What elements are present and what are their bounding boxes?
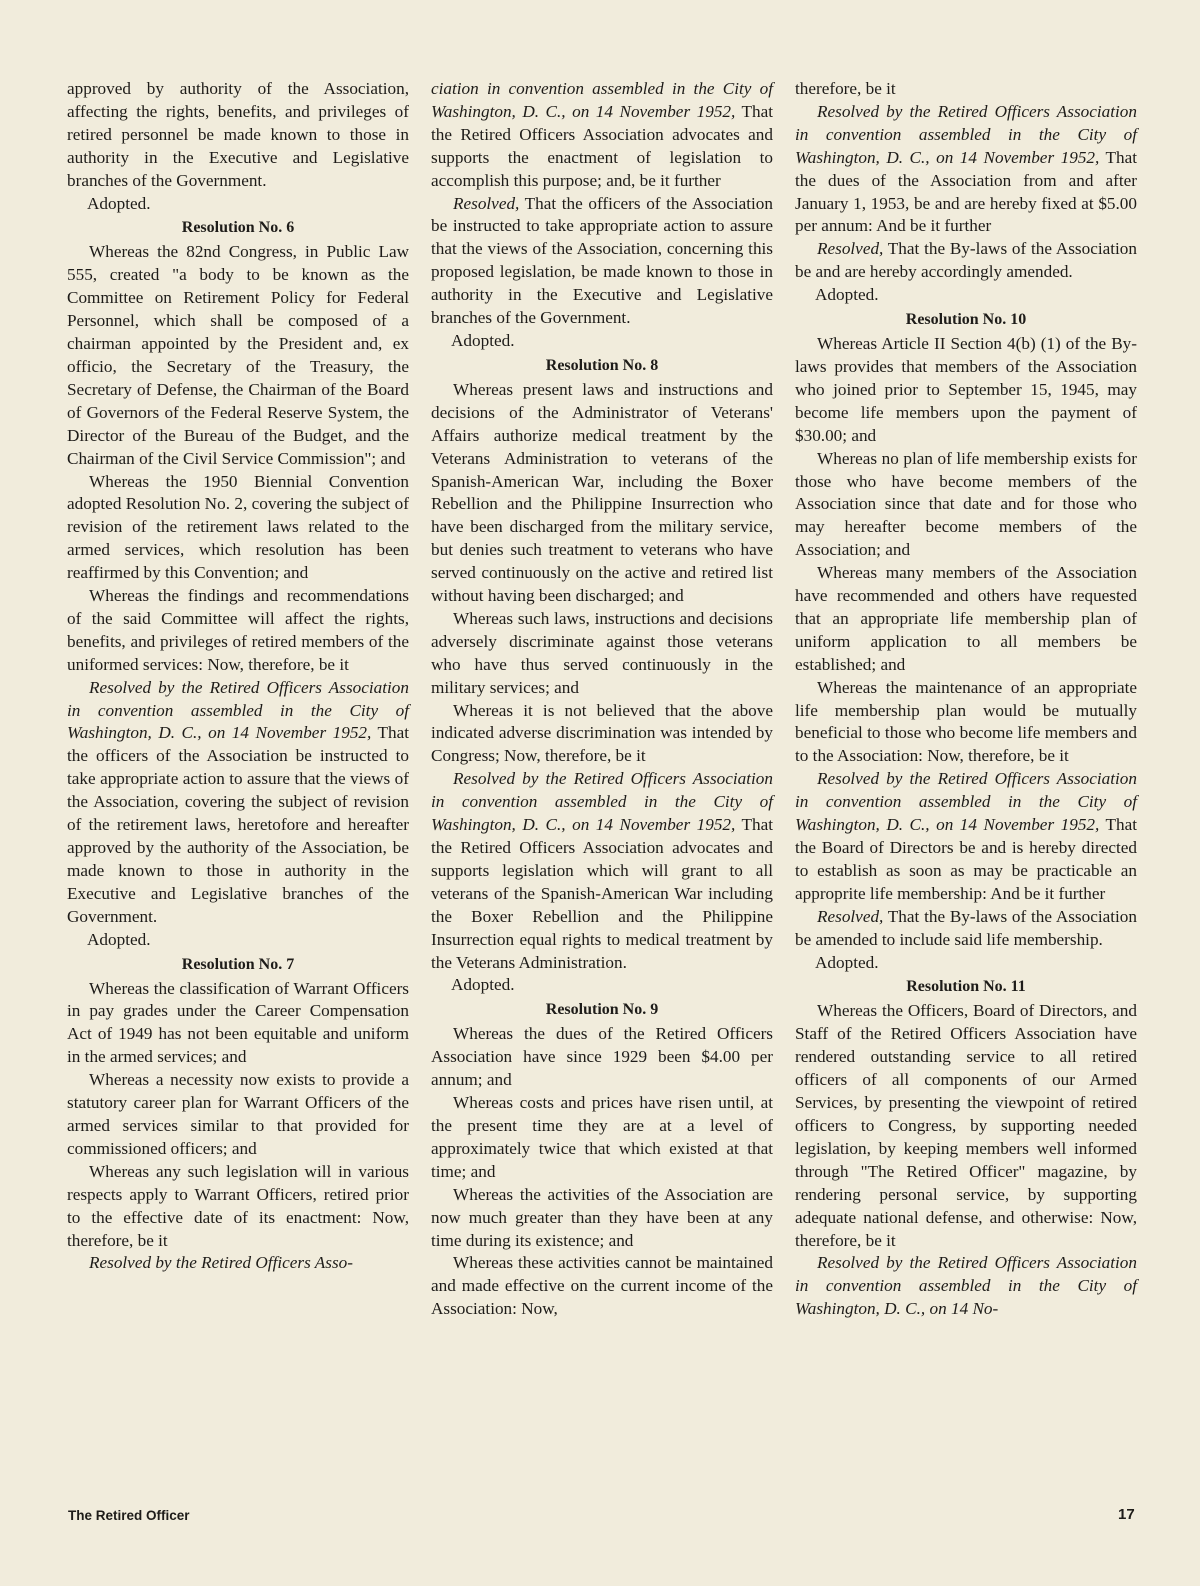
whereas-paragraph: Whereas the Officers, Board of Directors, and Staff of the Retired Officers Association have rendered outstanding service to all retired officers of all components of our Armed Services, by presenting the viewpoint of retired officers to Congress, by supporting needed legislation, by keeping members well informed through "The Retired Officer" magazine, by rendering personal service, by supporting adequate national defense, and otherwise: Now, therefore, be it	[795, 1001, 1137, 1250]
text-column-2	[431, 78, 773, 1321]
whereas-paragraph: Whereas a necessity now exists to provide a statutory career plan for Warrant Officers of the armed services similar to that provided for commissioned officers; and	[67, 1070, 409, 1158]
resolved-clause	[431, 193, 773, 330]
whereas-paragraph: Whereas many members of the Association have recommended and others have requested that an appropriate life membership plan of uniform application to all members be established; and	[795, 563, 1137, 674]
resolved-clause-italic: ciation in convention assembled in the City of Washington, D. C., on 14 November 1952,	[431, 79, 773, 121]
continued-paragraph: therefore, be it	[795, 79, 896, 98]
resolved-clause-italic: Resolved by the Retired Officers Association in convention assembled in the City of Washington, D. C., on 14 November 1952,	[795, 769, 1137, 835]
resolution-heading: Resolution No. 11	[906, 978, 1026, 996]
resolution-heading: Resolution No. 7	[181, 955, 295, 973]
resolved-clause-text: That the dues of the Association from and after January 1, 1953, be and are hereby fixed at $5.00 per annum: And be it further	[795, 147, 1138, 236]
resolved-clause	[795, 1252, 1137, 1321]
resolved-clause	[795, 906, 1137, 952]
resolved-clause	[67, 1252, 409, 1275]
whereas-paragraph: Whereas the findings and recommendations of the said Committee will affect the rights, benefits, and privileges of retired members of the uniformed services: Now, therefore, be it	[67, 586, 409, 674]
whereas-paragraph: Whereas any such legislation will in various respects apply to Warrant Officers, retired prior to the effective date of its enactment: Now, therefore, be it	[67, 1161, 409, 1250]
adopted-line: Adopted.	[815, 285, 879, 305]
resolved-clause	[795, 238, 1137, 284]
whereas-paragraph: Whereas Article II Section 4(b) (1) of the By-laws provides that members of the Association who joined prior to September 15, 1945, may become life members upon the payment of $30.00; and	[795, 334, 1137, 445]
resolved-clause-text: That the officers of the Association be instructed to take appropriate action to assure that the views of the Association, covering the subject of revision of the retirement laws, heretofore and hereafter approved by the authority of the Association, be made known to those in authority in the Executive and Legislative branches of the Government.	[67, 723, 410, 926]
adopted-line: Adopted.	[451, 975, 515, 995]
resolved-clause-italic: Resolved,	[817, 239, 884, 259]
page-number: 17	[1118, 1506, 1135, 1523]
footer-publication-title: The Retired Officer	[68, 1508, 190, 1523]
resolved-clause-text: That the By-laws of the Association be amended to include said life membership.	[795, 906, 1137, 949]
adopted-line: Adopted.	[815, 952, 879, 972]
adopted-line: Adopted.	[87, 193, 151, 213]
whereas-paragraph: Whereas these activities cannot be maintained and made effective on the current income of the Association: Now,	[431, 1253, 773, 1319]
resolved-clause	[795, 768, 1137, 905]
resolved-clause-text: That the Retired Officers Association advocates and supports legislation which will grant to all veterans of the Spanish-American War including the Boxer Rebellion and the Philippine Insurrection equal rights to medical treatment by the Veterans Administration.	[431, 815, 774, 972]
resolved-clause	[67, 677, 409, 929]
resolution-heading: Resolution No. 6	[181, 219, 295, 237]
resolved-clause	[431, 768, 773, 974]
whereas-paragraph: Whereas the 82nd Congress, in Public Law 555, created "a body to be known as the Committee on Retirement Policy for Federal Personnel, which shall be composed of a chairman appointed by the President and, ex officio, the Secretary of the Treasury, the Secretary of Defense, the Chairman of the Board of Governors of the Federal Reserve System, the Director of the Bureau of the Budget, and the Chairman of the Civil Service Commission"; and	[67, 242, 409, 468]
resolved-clause	[431, 78, 773, 193]
whereas-paragraph: Whereas no plan of life membership exists for those who have become members of the Association since that date and for those who may hereafter become members of the Association; and	[795, 448, 1137, 560]
adopted-line: Adopted.	[451, 330, 515, 350]
whereas-paragraph: Whereas costs and prices have risen until, at the present time they are at a level of approximately twice that which existed at that time; and	[431, 1093, 773, 1181]
resolution-heading: Resolution No. 9	[545, 1001, 659, 1019]
resolved-clause-italic: Resolved,	[817, 906, 884, 926]
resolved-clause-italic: Resolved by the Retired Officers Association in convention assembled in the City of Washington, D. C., on 14 November 1952,	[795, 101, 1137, 167]
adopted-line: Adopted.	[87, 929, 151, 949]
resolved-clause-italic: Resolved,	[453, 193, 520, 213]
continued-paragraph: approved by authority of the Association, affecting the rights, benefits, and privileges of retired personnel be made known to those in authority in the Executive and Legislative branches of the Government.	[67, 79, 409, 190]
resolved-clause-italic: Resolved by the Retired Officers Association in convention assembled in the City of Washington, D. C., on 14 November 1952,	[431, 769, 773, 835]
resolution-heading: Resolution No. 10	[905, 311, 1027, 329]
whereas-paragraph: Whereas present laws and instructions and decisions of the Administrator of Veterans' Affairs authorize medical treatment by the Veterans Administration to veterans of the Spanish-American War, including the Boxer Rebellion and the Philippine Insurrection who have been discharged from the military service, but denies such treatment to veterans who have served continuously on the active and retired list without having been discharged; and	[431, 379, 773, 606]
resolved-clause-text: That the officers of the Association be instructed to take appropriate action to assure that the views of the Association, concerning this proposed legislation, be made known to those in authority in the Executive and Legislative branches of the Government.	[431, 193, 773, 328]
whereas-paragraph: Whereas the maintenance of an appropriate life membership plan would be mutually beneficial to those who become life members and to the Association: Now, therefore, be it	[795, 677, 1137, 766]
resolution-heading: Resolution No. 8	[545, 356, 659, 374]
text-column-3	[795, 78, 1137, 1321]
whereas-paragraph: Whereas such laws, instructions and decisions adversely discriminate against those veterans who have thus served continuously in the military services; and	[431, 608, 773, 697]
whereas-paragraph: Whereas the 1950 Biennial Convention adopted Resolution No. 2, covering the subject of revision of the retirement laws related to the armed services, which resolution has been reaffirmed by this Convention; and	[67, 471, 409, 583]
resolved-clause-italic: Resolved by the Retired Officers Asso-	[89, 1253, 353, 1273]
resolved-clause-italic: Resolved by the Retired Officers Association in convention assembled in the City of Washington, D. C., on 14 November 1952,	[67, 677, 409, 743]
whereas-paragraph: Whereas the dues of the Retired Officers Association have since 1929 been $4.00 per annum; and	[431, 1024, 773, 1090]
resolved-clause-text: That the By-laws of the Association be and are hereby accordingly amended.	[795, 239, 1137, 282]
whereas-paragraph: Whereas the activities of the Association are now much greater than they have been at any time during its existence; and	[431, 1184, 773, 1250]
resolved-clause-italic: Resolved by the Retired Officers Association in convention assembled in the City of Washington, D. C., on 14 No-	[795, 1253, 1137, 1319]
resolved-clause-text: That the Board of Directors be and is hereby directed to establish as soon as may be practicable an approprite life membership: And be it further	[795, 815, 1138, 903]
whereas-paragraph: Whereas it is not believed that the above indicated adverse discrimination was intended by Congress; Now, therefore, be it	[431, 700, 773, 766]
whereas-paragraph: Whereas the classification of Warrant Officers in pay grades under the Career Compensation Act of 1949 has not been equitable and uniform in the armed services; and	[67, 978, 409, 1067]
resolved-clause	[795, 101, 1137, 238]
text-column-1	[67, 78, 409, 1275]
resolved-clause-text: That the Retired Officers Association advocates and supports the enactment of legislation to accomplish this purpose; and, be it further	[431, 101, 774, 190]
